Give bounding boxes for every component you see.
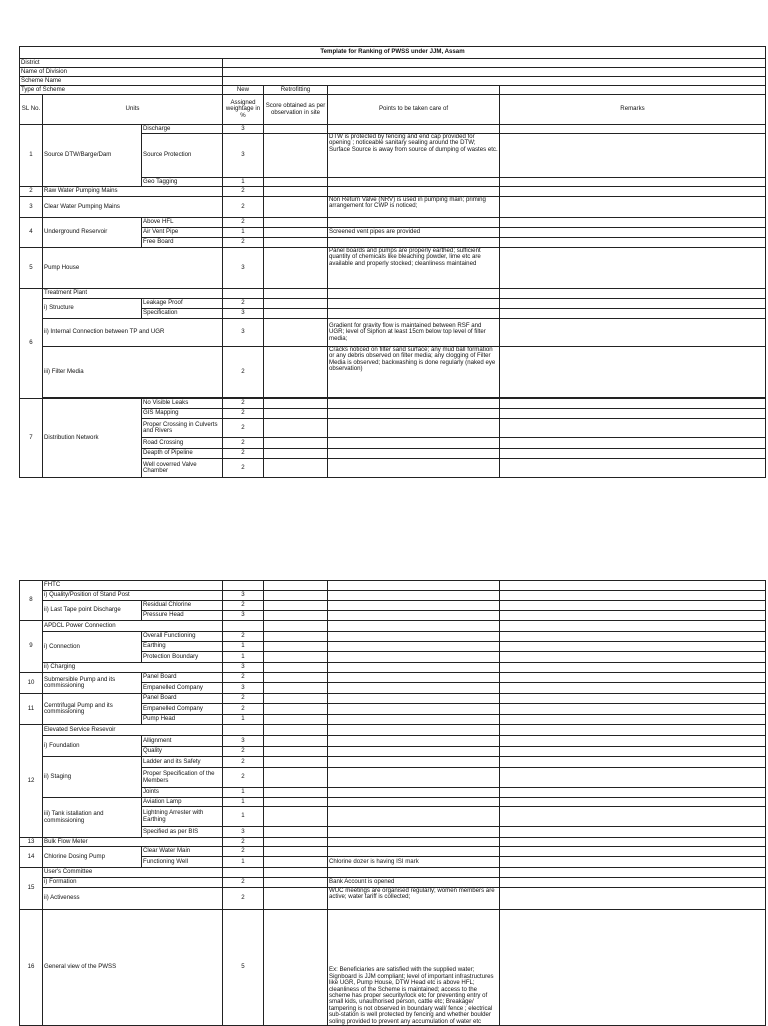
remarks-cell[interactable] xyxy=(500,238,766,248)
remarks-cell[interactable] xyxy=(500,399,766,409)
unit-name: APDCL Power Connection xyxy=(43,621,223,632)
weightage: 2 xyxy=(223,438,264,449)
unit-name: Distribution Network xyxy=(43,399,142,478)
weightage: 3 xyxy=(223,591,264,601)
score-cell[interactable] xyxy=(264,399,328,409)
score-cell[interactable] xyxy=(264,134,328,178)
sub-unit: Deapth of Pipeline xyxy=(142,449,223,459)
weightage: 1 xyxy=(223,788,264,798)
weightage: 2 xyxy=(223,847,264,857)
sl-number: 14 xyxy=(20,847,43,868)
score-cell[interactable] xyxy=(264,218,328,228)
sl-number: 15 xyxy=(20,868,43,910)
point-note: Bank Account is opened xyxy=(328,878,500,888)
remarks-cell[interactable] xyxy=(500,581,766,591)
point-note: Cracks noticed on filter sand surface; any mud ball formation or any debris observed on filter media; any clogging of Filter Media is observed; backwashing is done regularly (naked eye observation) xyxy=(328,347,500,398)
score-cell[interactable] xyxy=(264,581,328,591)
sub-section: iii) Tank istallation and commissioning xyxy=(43,798,142,838)
remarks-cell[interactable] xyxy=(500,459,766,478)
weightage: 3 xyxy=(223,134,264,178)
sub-unit: Quality xyxy=(142,747,223,757)
remarks-cell[interactable] xyxy=(500,601,766,611)
unit-name: Elevated Service Resevoir xyxy=(43,725,223,736)
weightage: 2 xyxy=(223,838,264,847)
remarks-cell[interactable] xyxy=(500,621,766,632)
weightage: 2 xyxy=(223,419,264,438)
division-label: Name of Division xyxy=(20,68,223,77)
remarks-cell[interactable] xyxy=(500,807,766,827)
score-cell[interactable] xyxy=(264,747,328,757)
sl-number: 7 xyxy=(20,399,43,478)
remarks-cell[interactable] xyxy=(500,788,766,798)
weightage: 2 xyxy=(223,747,264,757)
score-cell[interactable] xyxy=(264,187,328,197)
weightage: 1 xyxy=(223,715,264,725)
remarks-cell[interactable] xyxy=(500,847,766,857)
sub-unit: Well coverred Valve Chamber xyxy=(142,459,223,478)
remarks-cell[interactable] xyxy=(500,187,766,197)
weightage: 2 xyxy=(223,197,264,218)
weightage: 1 xyxy=(223,228,264,238)
sub-section: i) Formation xyxy=(43,878,223,888)
header-remarks: Remarks xyxy=(500,95,766,125)
sub-unit: Specification xyxy=(142,309,223,319)
remarks-cell[interactable] xyxy=(500,868,766,878)
point-note: WUC meetings are organised regularly; women members are active; water tariff is collected; xyxy=(328,888,500,910)
sub-unit: Pump Head xyxy=(142,715,223,725)
remarks-cell[interactable] xyxy=(500,736,766,747)
score-cell[interactable] xyxy=(264,715,328,725)
remarks-cell[interactable] xyxy=(500,248,766,289)
sub-unit: Panel Board xyxy=(142,694,223,704)
sl-number: 11 xyxy=(20,694,43,725)
score-cell[interactable] xyxy=(264,652,328,663)
sl-number: 4 xyxy=(20,218,43,248)
score-cell[interactable] xyxy=(264,591,328,601)
remarks-cell[interactable] xyxy=(500,197,766,218)
sub-unit: No Visible Leaks xyxy=(142,399,223,409)
sub-unit: Leakage Proof xyxy=(142,299,223,309)
remarks-cell[interactable] xyxy=(500,888,766,910)
sl-number: 6 xyxy=(20,289,43,399)
sub-unit: Allignment xyxy=(142,736,223,747)
remarks-cell[interactable] xyxy=(500,347,766,398)
score-cell[interactable] xyxy=(264,319,328,347)
point-note: Chlorine dozer is having ISI mark xyxy=(328,857,500,868)
weightage: 2 xyxy=(223,347,264,398)
weightage: 2 xyxy=(223,449,264,459)
weightage: 1 xyxy=(223,178,264,187)
remarks-cell[interactable] xyxy=(500,715,766,725)
score-cell[interactable] xyxy=(264,309,328,319)
unit-name: FHTC xyxy=(43,581,223,591)
remarks-cell[interactable] xyxy=(500,838,766,847)
score-cell[interactable] xyxy=(264,736,328,747)
sl-number: 5 xyxy=(20,248,43,289)
header-units: Units xyxy=(43,95,223,125)
sub-section: ii) Activeness xyxy=(43,888,223,910)
remarks-cell[interactable] xyxy=(500,673,766,683)
weightage: 1 xyxy=(223,798,264,807)
score-cell[interactable] xyxy=(264,663,328,673)
point-note: DTW is protected by fencing and end cap provided for opening ; noticeable sanitary sealing around the DTW; Surface Source is away from source of dumping of wastes etc. xyxy=(328,134,500,178)
remarks-cell[interactable] xyxy=(500,632,766,642)
remarks-cell[interactable] xyxy=(500,878,766,888)
remarks-cell[interactable] xyxy=(500,409,766,419)
unit-name: Cerntrifugal Pump and its commissioning xyxy=(43,694,142,725)
point-note: Panel boards and pumps are properly earthed; sufficient quantity of chemicals like bleaching powder, lime etc are available and properly stocked; cleanliness maintained xyxy=(328,248,500,289)
weightage: 2 xyxy=(223,878,264,888)
score-cell[interactable] xyxy=(264,611,328,621)
weightage: 2 xyxy=(223,399,264,409)
score-cell[interactable] xyxy=(264,228,328,238)
weightage: 2 xyxy=(223,187,264,197)
remarks-cell[interactable] xyxy=(500,125,766,134)
score-cell[interactable] xyxy=(264,125,328,134)
remarks-cell[interactable] xyxy=(500,309,766,319)
sl-number: 13 xyxy=(20,838,43,847)
weightage: 2 xyxy=(223,694,264,704)
sub-unit: Pressure Head xyxy=(142,611,223,621)
weightage: 2 xyxy=(223,409,264,419)
remarks-cell[interactable] xyxy=(500,419,766,438)
score-cell[interactable] xyxy=(264,438,328,449)
ranking-table-page-1 xyxy=(19,46,766,478)
header-weightage: Assigned weightage in % xyxy=(223,95,264,125)
score-cell[interactable] xyxy=(264,838,328,847)
remarks-cell[interactable] xyxy=(500,683,766,694)
weightage: 3 xyxy=(223,663,264,673)
sub-unit: Aviation Lamp xyxy=(142,798,223,807)
remarks-cell[interactable] xyxy=(500,725,766,736)
sub-unit: Protection Boundary xyxy=(142,652,223,663)
sub-section: i) Structure xyxy=(43,299,142,319)
score-cell[interactable] xyxy=(264,888,328,910)
weightage: 2 xyxy=(223,757,264,768)
unit-name: Underground Reservoir xyxy=(43,218,142,248)
sub-section: iii) Filter Media xyxy=(43,347,223,398)
weightage: 3 xyxy=(223,736,264,747)
weightage: 3 xyxy=(223,319,264,347)
point-note: Gradient for gravity flow is maintained between RSF and UGR; level of Siphon at least 15cm below top level of filter media; xyxy=(328,319,500,347)
sub-unit: Empanelled Company xyxy=(142,683,223,694)
remarks-cell[interactable] xyxy=(500,299,766,309)
score-cell[interactable] xyxy=(264,757,328,768)
weightage: 2 xyxy=(223,888,264,910)
point-note: Non Return Valve (NRV) is used in pumping main; priming arrangement for CWP is noticed; xyxy=(328,197,500,218)
sub-unit: Ladder and its Safety xyxy=(142,757,223,768)
score-cell[interactable] xyxy=(264,788,328,798)
sub-unit: Residual Chlorine xyxy=(142,601,223,611)
remarks-cell[interactable] xyxy=(500,704,766,715)
sub-section: i) Quality/Position of Stand Post xyxy=(43,591,223,601)
sub-unit: Lightning Arrester with Earthing xyxy=(142,807,223,827)
remarks-cell[interactable] xyxy=(500,642,766,652)
sub-section: ii) Charging xyxy=(43,663,223,673)
scheme-name-label: Scheme Name xyxy=(20,77,223,86)
sub-unit: Functioning Well xyxy=(142,857,223,868)
sub-unit: Free Board xyxy=(142,238,223,248)
score-cell[interactable] xyxy=(264,621,328,632)
ranking-table-page-2 xyxy=(19,580,766,1026)
remarks-cell[interactable] xyxy=(500,652,766,663)
score-cell[interactable] xyxy=(264,868,328,878)
header-score: Score obtained as per observation in site xyxy=(264,95,328,125)
sl-number: 9 xyxy=(20,621,43,673)
district-label: District xyxy=(20,59,223,68)
weightage: 3 xyxy=(223,611,264,621)
sl-number: 12 xyxy=(20,725,43,838)
sub-unit: Panel Board xyxy=(142,673,223,683)
score-cell[interactable] xyxy=(264,632,328,642)
score-cell[interactable] xyxy=(264,449,328,459)
score-cell[interactable] xyxy=(264,459,328,478)
score-cell[interactable] xyxy=(264,847,328,857)
point-note: Ex: Beneficiaries are satisfied with the supplied water; Signboard is JJM compliant; level of important infrastructures like UGR, Pump House, DTW Head etc is above HFL; cleanliness of the Scheme is maintained; access to the scheme has proper security/lock etc for preventing entry of small kids, unauthorised person, cattle etc; Breakage/ tampering is not observed in boundary wall/ fence ; electrical sub-station is well protected by fencing and whether boulder soling provided to prevent any accumulation of water etc xyxy=(328,910,500,1026)
weightage: 2 xyxy=(223,238,264,248)
sub-unit: Road Crossing xyxy=(142,438,223,449)
sub-unit: Proper Crossing in Culverts and Rivers xyxy=(142,419,223,438)
score-cell[interactable] xyxy=(264,768,328,788)
score-cell[interactable] xyxy=(264,910,328,1026)
score-cell[interactable] xyxy=(264,673,328,683)
sl-number: 1 xyxy=(20,125,43,187)
sub-unit: Source Protection xyxy=(142,134,223,178)
sub-section: ii) Internal Connection between TP and UGR xyxy=(43,319,223,347)
weightage: 2 xyxy=(223,218,264,228)
weightage: 2 xyxy=(223,601,264,611)
district-value[interactable] xyxy=(223,59,766,68)
remarks-cell[interactable] xyxy=(500,768,766,788)
score-cell[interactable] xyxy=(264,178,328,187)
sub-unit: Discharge xyxy=(142,125,223,134)
sl-number: 3 xyxy=(20,197,43,218)
remarks-cell[interactable] xyxy=(500,757,766,768)
weightage: 1 xyxy=(223,642,264,652)
score-cell[interactable] xyxy=(264,419,328,438)
score-cell[interactable] xyxy=(264,725,328,736)
sub-unit: Joints xyxy=(142,788,223,798)
sub-unit: Specified as per BIS xyxy=(142,827,223,838)
sub-unit: Clear Water Main xyxy=(142,847,223,857)
header-sl-no: SL No. xyxy=(20,95,43,125)
type-new: New xyxy=(223,86,264,95)
remarks-cell[interactable] xyxy=(500,289,766,299)
remarks-cell[interactable] xyxy=(500,178,766,187)
unit-name: Clear Water Pumping Mains xyxy=(43,197,223,218)
sl-number: 10 xyxy=(20,673,43,694)
weightage: 1 xyxy=(223,857,264,868)
unit-name: Chlorine Dosing Pump xyxy=(43,847,142,868)
score-cell[interactable] xyxy=(264,409,328,419)
unit-name: Pump House xyxy=(43,248,223,289)
sub-section: i) Connection xyxy=(43,632,142,663)
unit-name: Raw Water Pumping Mains xyxy=(43,187,223,197)
score-cell[interactable] xyxy=(264,704,328,715)
unit-name: Source DTW/Barge/Dam xyxy=(43,125,142,187)
sub-unit: Above HFL xyxy=(142,218,223,228)
score-cell[interactable] xyxy=(264,827,328,838)
weightage: 1 xyxy=(223,652,264,663)
sub-unit: Overall Functioning xyxy=(142,632,223,642)
weightage: 2 xyxy=(223,673,264,683)
score-cell[interactable] xyxy=(264,878,328,888)
weightage: 3 xyxy=(223,248,264,289)
remarks-cell[interactable] xyxy=(500,747,766,757)
scheme-name-value[interactable] xyxy=(223,77,766,86)
sub-section: ii) Staging xyxy=(43,757,142,798)
remarks-cell[interactable] xyxy=(500,449,766,459)
weightage: 3 xyxy=(223,125,264,134)
sub-unit: Earthing xyxy=(142,642,223,652)
remarks-cell[interactable] xyxy=(500,228,766,238)
score-cell[interactable] xyxy=(264,197,328,218)
sub-unit: Proper Specification of the Members xyxy=(142,768,223,788)
weightage: 1 xyxy=(223,807,264,827)
remarks-cell[interactable] xyxy=(500,134,766,178)
weightage: 2 xyxy=(223,459,264,478)
document-title: Template for Ranking of PWSS under JJM, Assam xyxy=(20,47,766,59)
score-cell[interactable] xyxy=(264,798,328,807)
type-retrofitting: Retrofitting xyxy=(264,86,328,95)
unit-name: User's Committee xyxy=(43,868,223,878)
remarks-cell[interactable] xyxy=(500,827,766,838)
sub-unit: Empanelled Company xyxy=(142,704,223,715)
score-cell[interactable] xyxy=(264,807,328,827)
weightage: 3 xyxy=(223,827,264,838)
score-cell[interactable] xyxy=(264,857,328,868)
unit-name: Treatment Plant xyxy=(43,289,223,299)
score-cell[interactable] xyxy=(264,238,328,248)
sub-section: ii) Last Tape point Discharge xyxy=(43,601,142,621)
scheme-type-label: Type of Scheme xyxy=(20,86,223,95)
sub-section: i) Foundation xyxy=(43,736,142,757)
score-cell[interactable] xyxy=(264,601,328,611)
weightage: 2 xyxy=(223,704,264,715)
weightage: 3 xyxy=(223,683,264,694)
weightage: 2 xyxy=(223,299,264,309)
sub-unit: Geo Tagging xyxy=(142,178,223,187)
header-points: Points to be taken care of xyxy=(328,95,500,125)
weightage: 5 xyxy=(223,910,264,1026)
weightage: 2 xyxy=(223,632,264,642)
remarks-cell[interactable] xyxy=(500,694,766,704)
sl-number: 16 xyxy=(20,910,43,1026)
division-value[interactable] xyxy=(223,68,766,77)
remarks-cell[interactable] xyxy=(500,663,766,673)
remarks-cell[interactable] xyxy=(500,591,766,601)
remarks-cell[interactable] xyxy=(500,319,766,347)
sl-number: 8 xyxy=(20,581,43,621)
score-cell[interactable] xyxy=(264,694,328,704)
score-cell[interactable] xyxy=(264,347,328,398)
score-cell[interactable] xyxy=(264,248,328,289)
sl-number: 2 xyxy=(20,187,43,197)
unit-name: General view of the PWSS xyxy=(43,910,223,1026)
unit-name: Bulk Flow Meter xyxy=(43,838,223,847)
sub-unit: Air Vent Pipe xyxy=(142,228,223,238)
remarks-cell[interactable] xyxy=(500,218,766,228)
unit-name: Submersible Pump and its commissioning xyxy=(43,673,142,694)
score-cell[interactable] xyxy=(264,299,328,309)
point-note: Screened vent pipes are provided xyxy=(328,228,500,238)
sub-unit: GIS Mapping xyxy=(142,409,223,419)
remarks-cell[interactable] xyxy=(500,611,766,621)
weightage: 3 xyxy=(223,309,264,319)
remarks-cell[interactable] xyxy=(500,438,766,449)
remarks-cell[interactable] xyxy=(500,857,766,868)
score-cell[interactable] xyxy=(264,289,328,299)
remarks-cell[interactable] xyxy=(500,798,766,807)
score-cell[interactable] xyxy=(264,642,328,652)
weightage: 2 xyxy=(223,768,264,788)
score-cell[interactable] xyxy=(264,683,328,694)
remarks-cell[interactable] xyxy=(500,910,766,1026)
